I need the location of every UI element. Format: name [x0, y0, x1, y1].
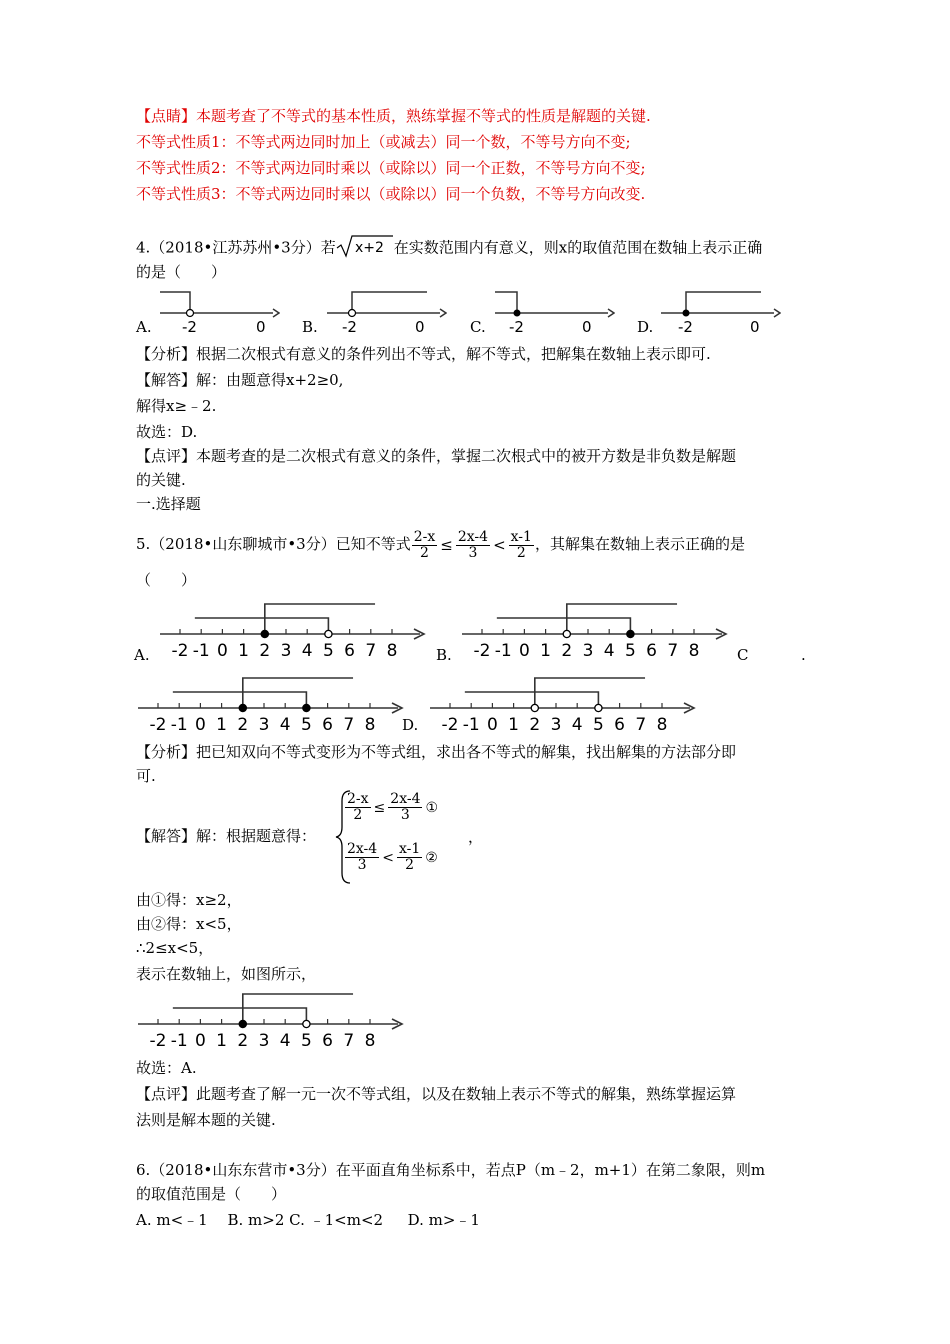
- tick-label: -2: [149, 715, 167, 735]
- tick-label: -2: [171, 641, 189, 661]
- tick-label: 0: [216, 641, 228, 661]
- q5-stem-a: 5.（2018•山东聊城市•3分）已知不等式: [136, 535, 411, 553]
- tick-label: -2: [441, 715, 459, 735]
- endpoint-right: [627, 630, 634, 637]
- tick-label: 5: [322, 641, 334, 661]
- q5-sys2-num-a: 2x-4: [347, 841, 378, 857]
- tick-label: 5: [300, 715, 312, 735]
- tick-label: 4: [603, 641, 615, 661]
- q4-stem-a: 4.（2018•江苏苏州•3分）若: [136, 238, 336, 257]
- svg-text:0: 0: [415, 318, 425, 336]
- q4-stem: [136, 234, 762, 263]
- tick-label: -1: [494, 641, 512, 661]
- q5-stem: [136, 527, 745, 562]
- q5-f1-num: 2-x: [413, 528, 436, 545]
- q5-option-a-numberline: [158, 594, 430, 662]
- tick-label: 5: [592, 715, 604, 735]
- q5-analysis-1: 【分析】把已知双向不等式变形为不等式组，求出各不等式的解集，找出解集的方法部分即: [136, 743, 737, 761]
- svg-text:0: 0: [256, 318, 266, 336]
- tick-label: 1: [508, 715, 520, 735]
- q5-f3-num: x-1: [510, 528, 532, 545]
- q5-step-1: 由①得：x≥2，: [136, 891, 242, 909]
- tick-label: 0: [194, 1031, 206, 1051]
- tick-label: 5: [300, 1031, 312, 1051]
- q5-option-a-label: A.: [134, 646, 150, 664]
- endpoint-left: [239, 704, 246, 711]
- q4-comment-2: 的关键.: [136, 471, 186, 489]
- tick-label: 8: [688, 641, 700, 661]
- q5-option-d-label: D.: [402, 716, 419, 734]
- q5-fraction-2: [456, 530, 490, 561]
- q4-option-a-numberline: [155, 288, 280, 336]
- q5-option-d-numberline: [428, 668, 700, 736]
- note-line-1: 【点睛】本题考查了不等式的基本性质，熟练掌握不等式的性质是解题的关键.: [136, 107, 651, 125]
- svg-text:-2: -2: [678, 318, 693, 336]
- note-line-2: 不等式性质1：不等式两边同时加上（或减去）同一个数，不等号方向不变;: [136, 133, 631, 151]
- tick-label: 6: [646, 641, 658, 661]
- tick-label: 7: [365, 641, 377, 661]
- q4-comment-1: 【点评】本题考查的是二次根式有意义的条件，掌握二次根式中的被开方数是非负数是解题: [136, 447, 737, 465]
- q5-f2-den: 3: [468, 544, 478, 561]
- tick-label: 2: [561, 641, 573, 661]
- endpoint-left: [261, 630, 268, 637]
- tick-label: 1: [216, 715, 228, 735]
- solution-ray-left: [243, 994, 353, 1024]
- tick-label: 2: [259, 641, 271, 661]
- tick-label: -1: [192, 641, 210, 661]
- q5-option-b-numberline: [460, 594, 732, 662]
- tick-label: 1: [238, 641, 250, 661]
- q5-sys1-num-a: 2-x: [347, 791, 369, 807]
- tick-label: 0: [486, 715, 498, 735]
- tick-label: -1: [170, 715, 188, 735]
- tick-label: 4: [571, 715, 583, 735]
- tick-label: 2: [237, 715, 249, 735]
- q5-sys2-num-b: x-1: [398, 841, 421, 857]
- tick-label: 4: [279, 715, 291, 735]
- q4-option-c-label: C.: [470, 318, 486, 336]
- svg-text:-2: -2: [342, 318, 357, 336]
- tick-label: 5: [624, 641, 636, 661]
- q4-answer-2: 解得x≥﹣2.: [136, 397, 217, 415]
- q5-stem-b: ，其解集在数轴上表示正确的是: [534, 535, 745, 553]
- q4-analysis: 【分析】根据二次根式有意义的条件列出不等式，解不等式，把解集在数轴上表示即可.: [136, 345, 711, 363]
- tick-label: 4: [301, 641, 313, 661]
- tick-label: 8: [364, 1031, 376, 1051]
- q5-f3-den: 2: [516, 544, 526, 561]
- tick-label: 4: [279, 1031, 291, 1051]
- tick-label: 3: [582, 641, 594, 661]
- q5-system-row-1: [344, 792, 440, 823]
- tick-label: 3: [280, 641, 292, 661]
- q5-fraction-3: [509, 530, 534, 561]
- endpoint-right: [303, 704, 310, 711]
- q5-option-c-dot: .: [801, 646, 806, 664]
- tick-label: -2: [149, 1031, 167, 1051]
- q4-answer-1: 【解答】解：由题意得x+2≥0,: [136, 371, 344, 389]
- note-line-4: 不等式性质3：不等式两边同时乘以（或除以）同一个负数，不等号方向改变.: [136, 185, 646, 203]
- tick-label: 1: [216, 1031, 228, 1051]
- q4-option-c-numberline: [490, 288, 615, 336]
- tick-label: 3: [550, 715, 562, 735]
- tick-label: 6: [344, 641, 356, 661]
- q5-system-row-2: [344, 842, 440, 873]
- q5-fraction-1: [412, 530, 438, 561]
- q5-option-c-label: C: [737, 646, 749, 664]
- q5-sys2-mark: ②: [425, 849, 438, 866]
- tick-label: 7: [635, 715, 647, 735]
- q4-answer-3: 故选：D.: [136, 423, 198, 441]
- tick-label: -1: [170, 1031, 188, 1051]
- tick-label: 6: [322, 715, 334, 735]
- solution-ray-left: [535, 678, 645, 708]
- q6-stem-2: 的取值范围是（ ）: [136, 1185, 287, 1203]
- q5-choose: 故选：A.: [136, 1059, 197, 1077]
- tick-label: 2: [237, 1031, 249, 1051]
- tick-label: 2: [529, 715, 541, 735]
- tick-label: 6: [322, 1031, 334, 1051]
- q5-f2-num: 2x-4: [457, 528, 489, 545]
- tick-label: 8: [386, 641, 398, 661]
- q5-sys1-den-a: 2: [353, 807, 363, 823]
- q4-radicand: x+2: [354, 240, 384, 256]
- endpoint-right: [325, 630, 332, 637]
- q5-option-c-numberline: [136, 668, 408, 736]
- q5-sys1-rel: ≤: [373, 799, 386, 816]
- q5-step-3: ∴2≤x<5，: [136, 939, 214, 957]
- svg-text:0: 0: [582, 318, 592, 336]
- q4-sqrt: [336, 234, 394, 263]
- q5-option-b-label: B.: [436, 646, 452, 664]
- endpoint-left: [531, 704, 538, 711]
- q4-option-b-numberline: [322, 288, 447, 336]
- svg-text:0: 0: [750, 318, 760, 336]
- endpoint-left: [563, 630, 570, 637]
- q5-sys1-num-b: 2x-4: [390, 791, 421, 807]
- q5-sys1-mark: ①: [425, 799, 439, 816]
- note-line-3: 不等式性质2：不等式两边同时乘以（或除以）同一个正数，不等号方向不变;: [136, 159, 646, 177]
- endpoint-left: [239, 1020, 246, 1027]
- q5-sys2-den-b: 2: [405, 857, 415, 873]
- q4-stem-2: 的是（ ）: [136, 263, 227, 281]
- q5-sys2-den-a: 3: [357, 857, 367, 873]
- tick-label: 7: [343, 1031, 355, 1051]
- q5-rel-1: ≤: [440, 536, 453, 554]
- solution-ray-left: [567, 604, 677, 634]
- tick-label: -1: [462, 715, 480, 735]
- endpoint-right: [303, 1020, 310, 1027]
- section-title: 一.选择题: [136, 495, 201, 513]
- q5-f1-den: 2: [420, 544, 429, 561]
- q4-option-d-label: D.: [637, 318, 654, 336]
- q4-option-b-label: B.: [302, 318, 318, 336]
- solution-ray-left: [243, 678, 353, 708]
- q4-option-a-label: A.: [136, 318, 152, 336]
- tick-label: -2: [473, 641, 491, 661]
- q6-stem-1: 6.（2018•山东东营市•3分）在平面直角坐标系中，若点P（m﹣2，m+1）在第二象限，则m: [136, 1161, 766, 1179]
- q5-comment-1: 【点评】此题考查了解一元一次不等式组，以及在数轴上表示不等式的解集，熟练掌握运算: [136, 1085, 737, 1103]
- tick-label: 6: [614, 715, 626, 735]
- q5-sys2-rel: <: [382, 849, 394, 866]
- tick-label: 3: [258, 715, 270, 735]
- q5-answer-numberline: [136, 984, 408, 1052]
- svg-text:-2: -2: [509, 318, 524, 336]
- tick-label: 3: [258, 1031, 270, 1051]
- q6-options: A. m<﹣1 B. m>2 C. ﹣1<m<2 D. m>﹣1: [136, 1211, 480, 1229]
- tick-label: 8: [656, 715, 668, 735]
- q5-system-comma: ，: [468, 828, 484, 846]
- q5-stem-2: （ ）: [136, 571, 197, 589]
- q5-step-4: 表示在数轴上，如图所示，: [136, 965, 317, 983]
- solution-ray-left: [265, 604, 375, 634]
- tick-label: 0: [194, 715, 206, 735]
- tick-label: 7: [343, 715, 355, 735]
- q4-stem-b: 在实数范围内有意义，则x的取值范围在数轴上表示正确: [393, 238, 763, 257]
- q5-sys1-den-b: 3: [400, 807, 410, 823]
- q5-answer-prefix: 【解答】解：根据题意得：: [136, 827, 317, 845]
- endpoint-right: [595, 704, 602, 711]
- q5-comment-2: 法则是解本题的关键.: [136, 1111, 276, 1129]
- q5-analysis-2: 可.: [136, 767, 156, 785]
- tick-label: 1: [540, 641, 552, 661]
- tick-label: 0: [518, 641, 530, 661]
- q4-option-d-numberline: [656, 288, 781, 336]
- tick-label: 7: [667, 641, 679, 661]
- svg-text:-2: -2: [182, 318, 197, 336]
- q5-rel-2: <: [493, 536, 506, 554]
- q5-step-2: 由②得：x<5，: [136, 915, 242, 933]
- tick-label: 8: [364, 715, 376, 735]
